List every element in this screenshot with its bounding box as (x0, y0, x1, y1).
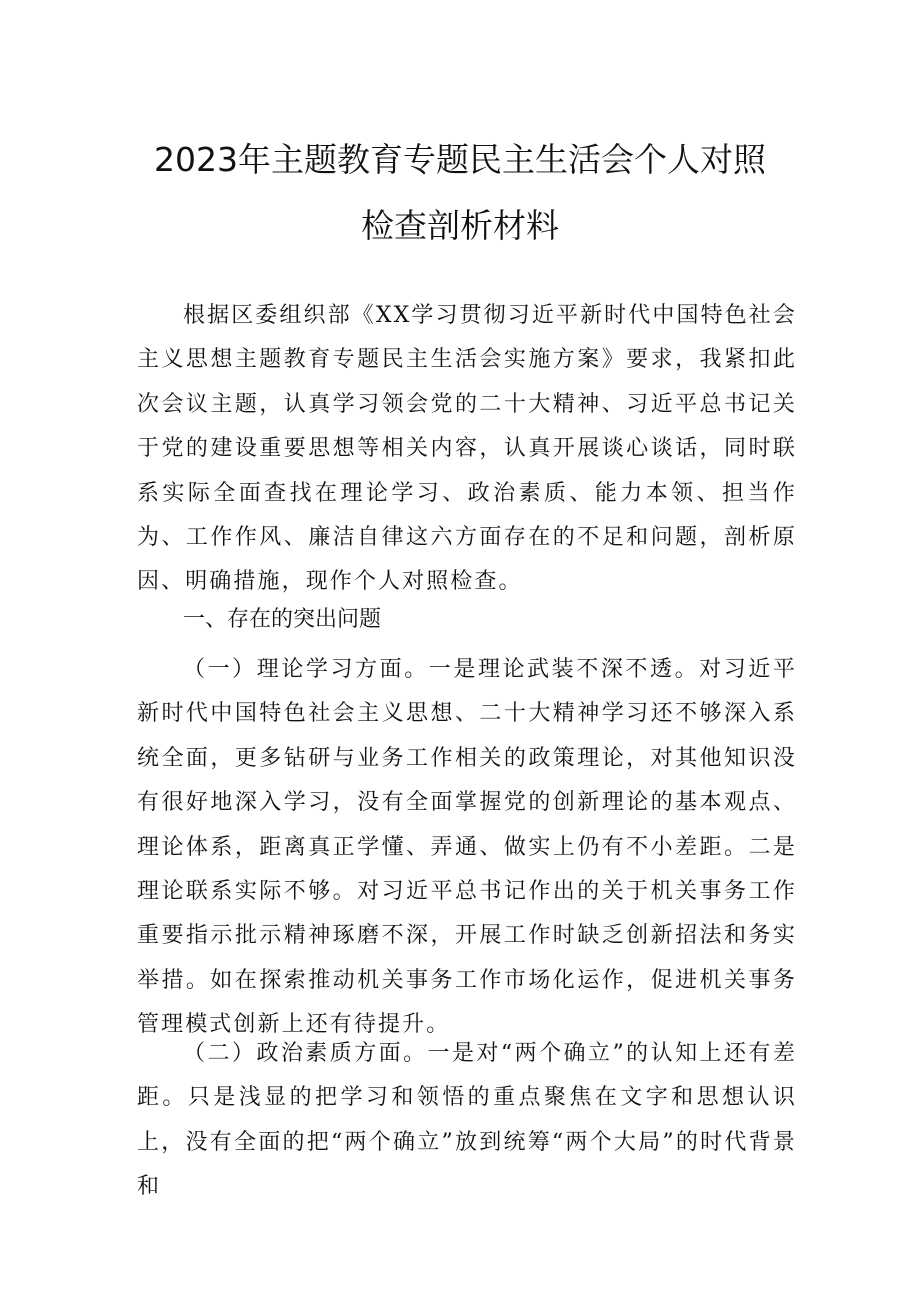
intro-paragraph: 根据区委组织部《XX学习贯彻习近平新时代中国特色社会主义思想主题教育专题民主生活会实施方案》要求，我紧扣此次会议主题，认真学习领会党的二十大精神、习近平总书记关于党的建设重要思想等相关内容，认真开展谈心谈话，同时联系实际全面查找在理论学习、政治素质、能力本领、担当作为、工作作风、廉洁自律这六方面存在的不足和问题，剖析原因、明确措施，现作个人对照检查。 (137, 303, 797, 595)
paragraph-theory-study: （一）理论学习方面。一是理论武装不深不透。对习近平新时代中国特色社会主义思想、二十大精神学习还不够深入系统全面，更多钻研与业务工作相关的政策理论，对其他知识没有很好地深入学习，没有全面掌握党的创新理论的基本观点、理论体系，距离真正学懂、弄通、做实上仍有不小差距。二是理论联系实际不够。对习近平总书记作出的关于机关事务工作重要指示批示精神琢磨不深，开展工作时缺乏创新招法和务实举措。如在探索推动机关事务工作市场化运作，促进机关事务管理模式创新上还有待提升。 (137, 657, 797, 1038)
document-title-line2: 检查剖析材料 (361, 206, 559, 245)
document-title-line1: 2023年主题教育专题民主生活会个人对照 (154, 140, 766, 179)
paragraph-political-quality: （二）政治素质方面。一是对“两个确立”的认知上还有差距。只是浅显的把学习和领悟的重点聚焦在文字和思想认识上，没有全面的把“两个确立”放到统筹“两个大局”的时代背景和 (137, 1041, 797, 1200)
section-heading-problems: 一、存在的突出问题 (183, 607, 382, 632)
